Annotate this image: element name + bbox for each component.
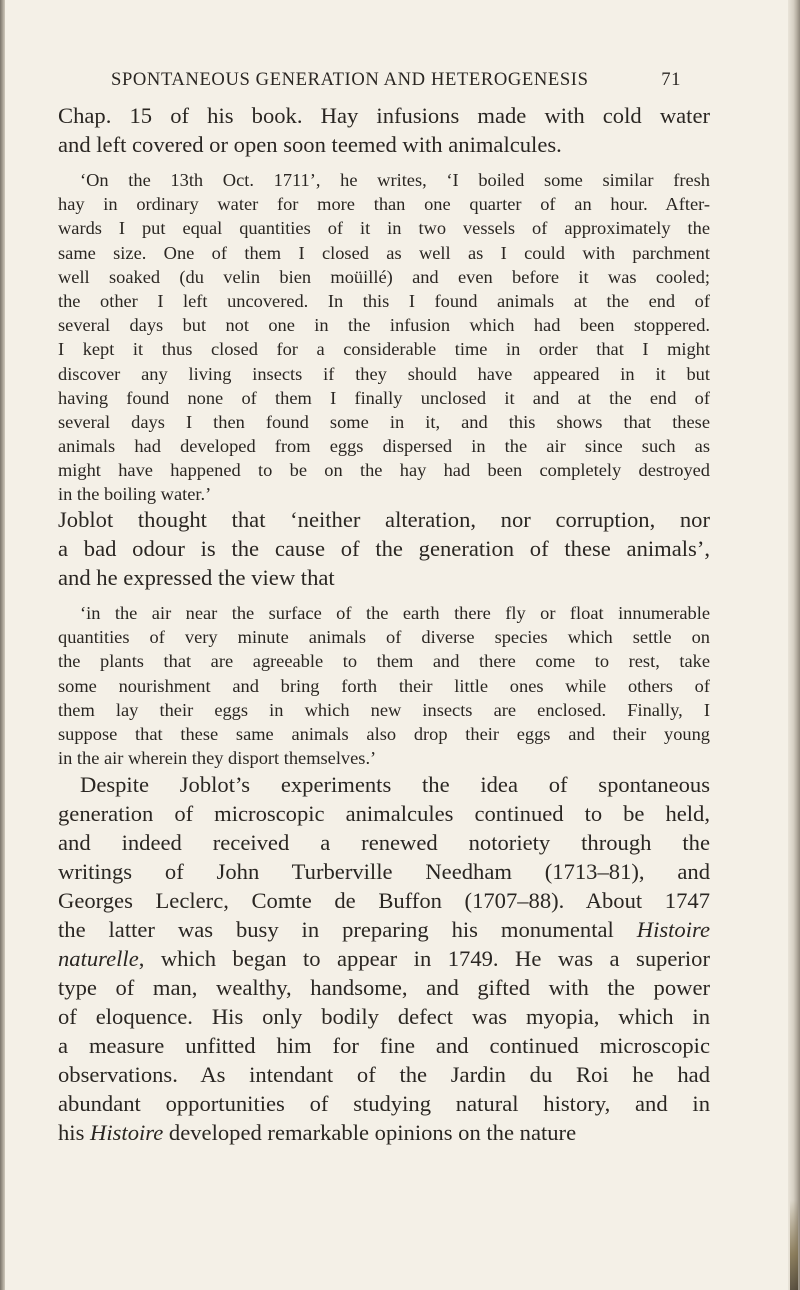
quote-line: some nourishment and bring forth their little ones while others of — [58, 675, 710, 696]
text-line: and left covered or open soon teemed with animalcules. — [58, 132, 562, 157]
text-line: writings of John Turberville Needham (1713–81), and — [58, 859, 710, 884]
quote-line: wards I put equal quantities of it in two vessels of approximately the — [58, 218, 710, 239]
text-line: observations. As intendant of the Jardin du Roi he had — [58, 1062, 710, 1087]
text-line: and indeed received a renewed notoriety through the — [58, 830, 710, 855]
quote-line: I kept it thus closed for a considerable time in order that I might — [58, 339, 710, 360]
quote-line: same size. One of them I closed as well as I could with parchment — [58, 242, 710, 263]
italic-title-histoire: Histoire — [90, 1120, 164, 1145]
text-line: Georges Leclerc, Comte de Buffon (1707–88). About 1747 — [58, 888, 710, 913]
text-line — [58, 915, 710, 944]
text-fragment: developed remarkable opinions on the nature — [168, 1120, 577, 1145]
quote-line: them lay their eggs in which new insects are enclosed. Finally, I — [58, 699, 710, 720]
quote-line: well soaked (du velin bien moüillé) and even before it was cooled; — [58, 266, 710, 287]
text-fragment: , which began to appear in 1749. He was a superior — [138, 946, 710, 971]
quote-line: quantities of very minute animals of diverse species which settle on — [58, 627, 710, 648]
block-quote-2 — [58, 601, 710, 770]
quote-line: animals had developed from eggs dispersed in the air since such as — [58, 436, 710, 457]
italic-title-histoire: Histoire — [636, 917, 710, 942]
text-line — [58, 944, 710, 973]
quote-line: having found none of them I finally unclosed it and at the end of — [58, 387, 710, 408]
block-quote-1 — [58, 168, 710, 507]
quote-line: the plants that are agreeable to them and there come to rest, take — [58, 651, 710, 672]
text-line: and he expressed the view that — [58, 565, 335, 590]
paragraph-1 — [58, 101, 710, 159]
text-line: a bad odour is the cause of the generation of these animals’, — [58, 536, 710, 561]
quote-line: suppose that these same animals also drop their eggs and their young — [58, 723, 710, 744]
quote-line: ‘in the air near the surface of the earth there fly or float innumerable — [80, 603, 710, 623]
quote-line: the other I left uncovered. In this I found animals at the end of — [58, 290, 710, 311]
quote-line: hay in ordinary water for more than one quarter of an hour. After- — [58, 194, 710, 215]
text-line: generation of microscopic animalcules continued to be held, — [58, 801, 710, 826]
page-number: 71 — [661, 69, 681, 90]
page-edge-stain — [790, 1200, 798, 1290]
running-header — [111, 67, 681, 93]
quote-line: discover any living insects if they should have appeared in it but — [58, 363, 710, 384]
quote-line: in the air wherein they disport themselves.’ — [58, 748, 377, 769]
text-line: type of man, wealthy, handsome, and gifted with the power — [58, 975, 710, 1000]
quote-line: ‘On the 13th Oct. 1711’, he writes, ‘I boiled some similar fresh — [80, 170, 710, 190]
quote-line: in the boiling water.’ — [58, 484, 212, 505]
text-line: Despite Joblot’s experiments the idea of spontaneous — [80, 772, 710, 797]
page-right-edge-shadow — [788, 0, 800, 1290]
paragraph-2 — [58, 505, 710, 592]
italic-title-naturelle: naturelle — [58, 946, 139, 971]
quote-line: might have happened to be on the hay had been completely destroyed — [58, 460, 710, 481]
text-fragment: the latter was busy in preparing his monumental — [58, 917, 614, 942]
text-line: of eloquence. His only bodily defect was myopia, which in — [58, 1004, 710, 1029]
quote-line: several days I then found some in it, and this shows that these — [58, 411, 710, 432]
page-left-gutter-shadow — [0, 0, 5, 1290]
paragraph-3 — [58, 770, 710, 1147]
running-title: SPONTANEOUS GENERATION AND HETEROGENESIS — [111, 69, 589, 90]
text-line — [58, 1118, 710, 1147]
text-line: Chap. 15 of his book. Hay infusions made with cold water — [58, 103, 710, 128]
quote-line: several days but not one in the infusion which had been stoppered. — [58, 315, 710, 336]
text-line: abundant opportunities of studying natural history, and in — [58, 1091, 710, 1116]
text-line: Joblot thought that ‘neither alteration, nor corruption, nor — [58, 507, 710, 532]
text-fragment: his — [58, 1120, 85, 1145]
text-line: a measure unfitted him for fine and continued microscopic — [58, 1033, 710, 1058]
